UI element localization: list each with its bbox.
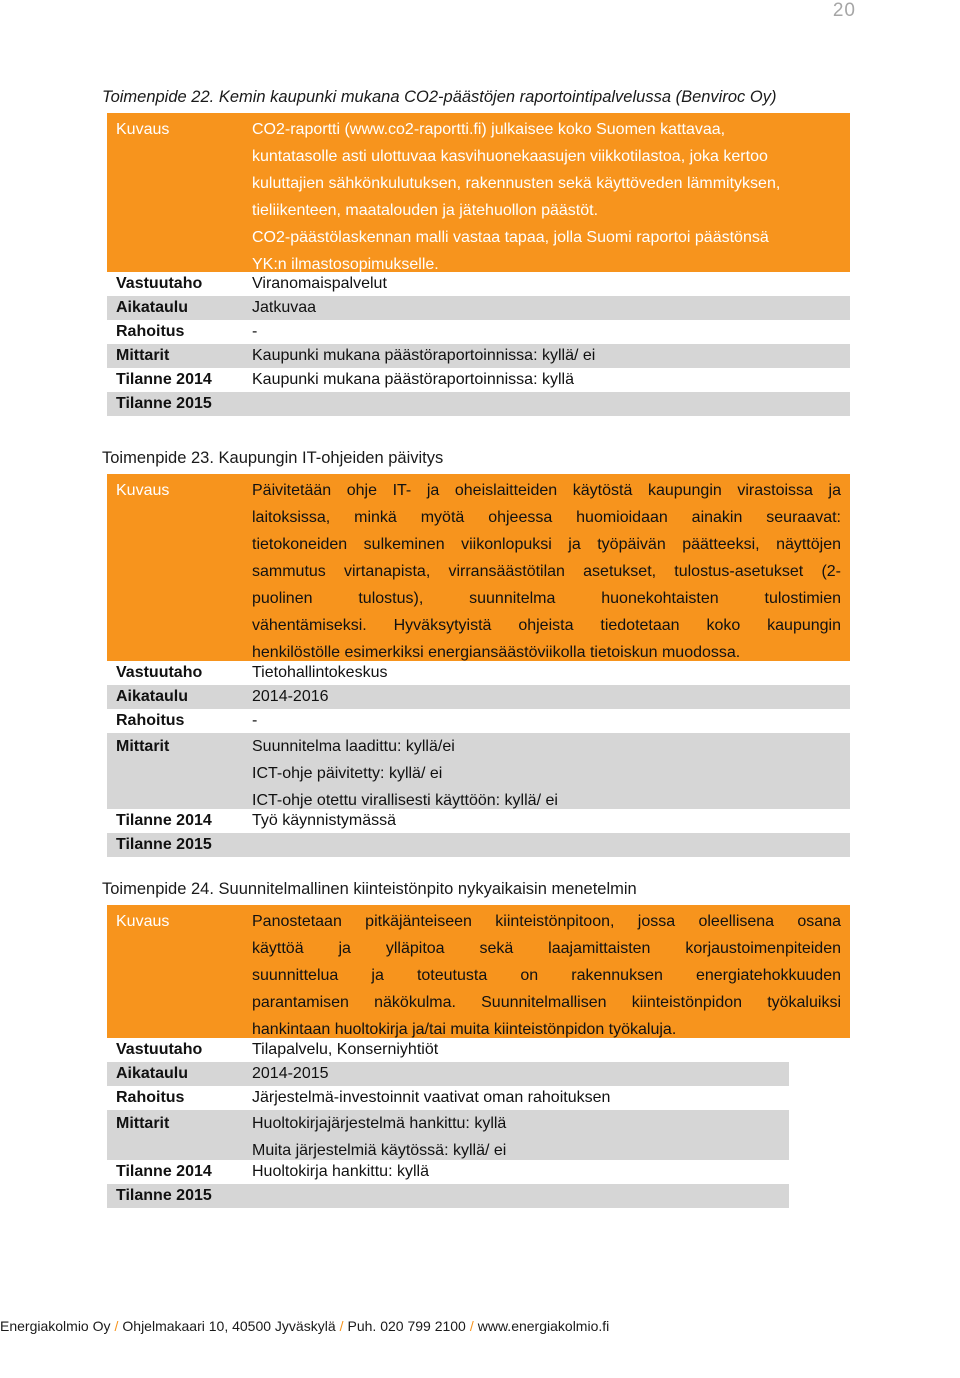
value-kuvaus [252,474,850,661]
section-title-text: Suunnitelmallinen kiinteistönpito nykyaikaisin menetelmin [218,880,637,898]
footer-separator: / [339,1318,344,1334]
value-kuvaus [252,905,850,1038]
label-kuvaus: Kuvaus [116,121,170,138]
kuvaus-line: vähentämiseksi. Hyväksytyistä ohjeista tiedotetaan koko kaupungin [252,617,841,634]
footer-separator: / [469,1318,474,1334]
label-rahoitus: Rahoitus [116,1089,185,1106]
kuvaus-line: YK:n ilmastosopimukselle. [252,256,439,273]
label-tilanne-2014: Tilanne 2014 [116,812,212,829]
label-tilanne-2015: Tilanne 2015 [116,1187,212,1204]
value-tilanne-2014: Huoltokirja hankittu: kyllä [252,1163,429,1180]
measure-table-23 [107,474,850,857]
kuvaus-line: puolinen tulostus), suunnitelma huonekohtaisten tulostimien [252,590,841,607]
kuvaus-line: tieliikenteen, maatalouden ja jätehuollon päästöt. [252,202,599,219]
label-kuvaus: Kuvaus [116,482,170,499]
label-aikataulu: Aikataulu [116,1065,189,1082]
value-vastuutaho: Tilapalvelu, Konserniyhtiöt [252,1041,439,1058]
row-rahoitus [107,709,850,733]
section-title-23 [102,449,443,468]
value-vastuutaho: Tietohallintokeskus [252,664,388,681]
row-aikataulu [107,296,850,320]
row-aikataulu [107,685,850,709]
measure-table-24 [107,905,850,1208]
kuvaus-line: kuluttajien sähkönkulutuksen, rakennusten sekä käyttöveden lämmityksen, [252,175,781,192]
section-title-prefix: Toimenpide 24. [102,880,214,898]
value-aikataulu: 2014-2016 [252,688,329,705]
label-rahoitus: Rahoitus [116,323,185,340]
kuvaus-line: parantamisen näkökulma. Suunnitelmallisen kiinteistönpidon työkaluiksi [252,994,841,1011]
label-tilanne-2014: Tilanne 2014 [116,371,212,388]
kuvaus-line: Panostetaan pitkäjänteiseen kiinteistönpitoon, jossa oleellisena osana [252,913,841,930]
kuvaus-line: henkilöstölle esimerkiksi energiansäästöviikolla tietoiskun muodossa. [252,644,741,661]
label-aikataulu: Aikataulu [116,688,189,705]
value-aikataulu: 2014-2015 [252,1065,329,1082]
kuvaus-line: suunnittelua ja toteutusta on rakennuksen energiatehokkuuden [252,967,841,984]
value-tilanne-2015 [252,833,850,857]
section-title-24 [102,880,637,899]
mittarit-line: Muita järjestelmiä käytössä: kyllä/ ei [252,1142,507,1159]
row-mittarit [107,344,850,368]
footer-company: Energiakolmio Oy [0,1318,111,1334]
value-tilanne-2014: Kaupunki mukana päästöraportoinnissa: kyllä [252,371,574,388]
row-kuvaus [107,113,850,272]
kuvaus-line: käyttöä ja ylläpitoa sekä laajamittaisten korjaustoimenpiteiden [252,940,841,957]
row-kuvaus [107,905,850,1038]
label-tilanne-2015: Tilanne 2015 [116,395,212,412]
section-title-prefix: Toimenpide 22. [102,88,215,106]
footer-website[interactable]: www.energiakolmio.fi [477,1318,610,1334]
kuvaus-line: sammutus virtanapista, virransäästötilan asetukset, tulostus-asetukset (2- [252,563,841,580]
kuvaus-line: tietokoneiden sulkeminen viikonlopuksi ja työpäivän päätteeksi, näyttöjen [252,536,841,553]
kuvaus-line: CO2-päästölaskennan malli vastaa tapaa, jolla Suomi raportoi päästönsä [252,229,769,246]
page-number: 20 [832,0,856,21]
row-mittarit [107,1110,789,1160]
label-mittarit: Mittarit [116,1115,170,1132]
row-vastuutaho [107,1038,789,1062]
label-kuvaus: Kuvaus [116,913,170,930]
section-title-text: Kemin kaupunki mukana CO2-päästöjen raportointipalvelussa (Benviroc Oy) [218,88,777,106]
value-rahoitus: - [252,712,258,729]
label-vastuutaho: Vastuutaho [116,664,203,681]
kuvaus-line: laitoksissa, minkä myötä ohjeessa huomioidaan ainakin seuraavat: [252,509,841,526]
mittarit-line: Huoltokirjajärjestelmä hankittu: kyllä [252,1115,507,1132]
kuvaus-line: Päivitetään ohje IT- ja oheislaitteiden käytöstä kaupungin virastoissa ja [252,482,841,499]
row-vastuutaho [107,272,850,296]
footer-separator: / [114,1318,119,1334]
value-tilanne-2015 [252,392,850,416]
section-title-text: Kaupungin IT-ohjeiden päivitys [218,449,444,467]
value-tilanne-2014: Työ käynnistymässä [252,812,397,829]
row-mittarit [107,733,850,809]
value-rahoitus: - [252,323,258,340]
footer-address: Ohjelmakaari 10, 40500 Jyväskylä [122,1318,336,1334]
footer-phone: Puh. 020 799 2100 [347,1318,466,1334]
row-rahoitus [107,1086,789,1110]
row-tilanne-2015 [107,833,850,857]
row-tilanne-2014 [107,368,850,392]
kuvaus-line: CO2-raportti (www.co2-raportti.fi) julkaisee koko Suomen kattavaa, [252,121,726,138]
label-aikataulu: Aikataulu [116,299,189,316]
section-title-22 [102,88,776,107]
kuvaus-line: kuntatasolle asti ulottuvaa kasvihuonekaasujen viikkotilastoa, joka kertoo [252,148,768,165]
value-vastuutaho: Viranomaispalvelut [252,275,387,292]
row-tilanne-2015 [107,392,850,416]
row-tilanne-2015 [107,1184,789,1208]
label-mittarit: Mittarit [116,347,170,364]
value-mittarit [252,733,850,809]
mittarit-line: Suunnitelma laadittu: kyllä/ei [252,738,455,755]
label-mittarit: Mittarit [116,738,170,755]
row-tilanne-2014 [107,809,850,833]
value-rahoitus: Järjestelmä-investoinnit vaativat oman rahoituksen [252,1089,611,1106]
value-kuvaus [252,113,850,272]
value-mittarit [252,344,850,368]
kuvaus-line: hankintaan huoltokirja ja/tai muita kiinteistönpidon työkaluja. [252,1021,677,1038]
row-aikataulu [107,1062,789,1086]
measure-table-22 [107,113,850,416]
label-tilanne-2015: Tilanne 2015 [116,836,212,853]
label-rahoitus: Rahoitus [116,712,185,729]
row-rahoitus [107,320,850,344]
value-tilanne-2015 [252,1184,789,1208]
label-vastuutaho: Vastuutaho [116,275,203,292]
mittarit-line: ICT-ohje päivitetty: kyllä/ ei [252,765,443,782]
row-kuvaus [107,474,850,661]
row-vastuutaho [107,661,850,685]
label-vastuutaho: Vastuutaho [116,1041,203,1058]
value-mittarit [252,1110,789,1160]
label-tilanne-2014: Tilanne 2014 [116,1163,212,1180]
row-tilanne-2014 [107,1160,789,1184]
mittarit-line: Kaupunki mukana päästöraportoinnissa: kyllä/ ei [252,347,596,364]
page-footer [0,1318,609,1334]
mittarit-line: ICT-ohje otettu virallisesti käyttöön: kyllä/ ei [252,792,558,809]
value-aikataulu: Jatkuvaa [252,299,317,316]
section-title-prefix: Toimenpide 23. [102,449,214,467]
